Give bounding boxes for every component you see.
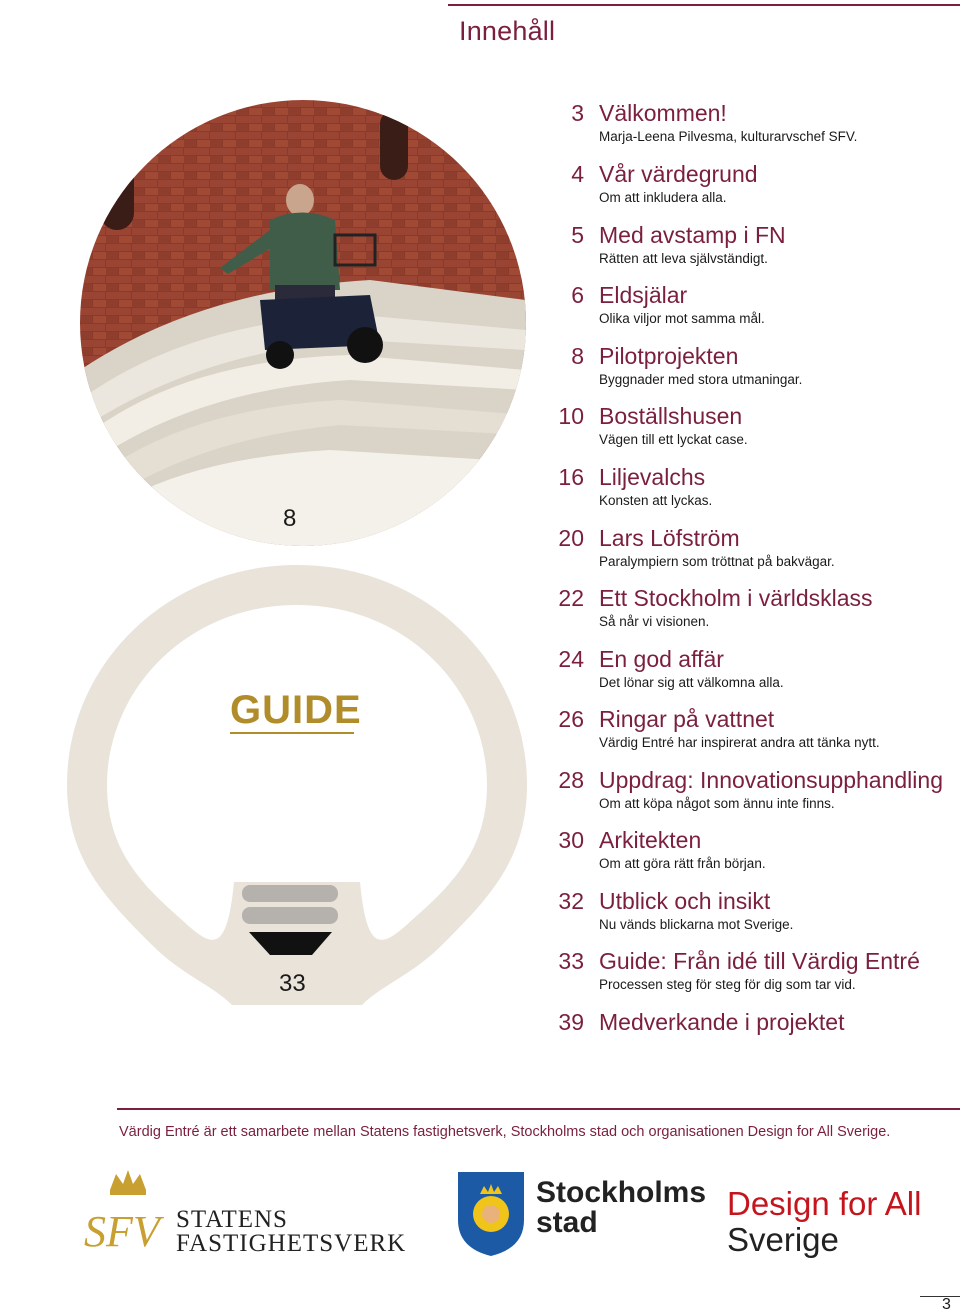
toc-subtitle: Paralympiern som tröttnat på bakvägar. [599,554,835,569]
toc-title: Välkommen! [599,100,727,126]
toc-subtitle: Rätten att leva självständigt. [599,251,768,266]
toc-title: Eldsjälar [599,282,688,308]
toc-subtitle: Om att inkludera alla. [599,190,727,205]
dfa-line2: Sverige [727,1221,839,1258]
toc-page-number: 32 [558,888,584,914]
toc-title: Guide: Från idé till Värdig Entré [599,948,920,974]
sfv-logo[interactable] [82,1168,422,1258]
toc-subtitle: Processen steg för steg för dig som tar vid. [599,977,856,992]
design-for-all-logo[interactable] [727,1186,957,1266]
toc-subtitle: Vägen till ett lyckat case. [599,432,748,447]
collaboration-statement: Värdig Entré är ett samarbete mellan Statens fastighetsverk, Stockholms stad och organisationen Design for All Sverige. [119,1124,891,1140]
sfv-name-line2: FASTIGHETSVERK [176,1230,407,1257]
toc-page-number: 28 [558,767,584,793]
toc-page-number: 39 [558,1009,584,1035]
toc-subtitle: Konsten att lyckas. [599,493,713,508]
toc-page-number: 10 [558,403,584,429]
toc-title: Ringar på vattnet [599,706,775,732]
toc-subtitle: Värdig Entré har inspirerat andra att tänka nytt. [599,735,880,750]
toc-title: Boställshusen [599,403,743,429]
crown-monogram-icon [82,1168,174,1258]
toc-subtitle: Om att göra rätt från början. [599,856,766,871]
toc-title: Arkitekten [599,827,702,853]
guide-label: GUIDE [230,688,362,732]
toc-page-number: 26 [558,706,584,732]
toc-page-number: 33 [558,948,584,974]
toc-subtitle: Byggnader med stora utmaningar. [599,372,803,387]
lightbulb-illustration [62,560,532,1040]
toc-page-number: 6 [571,282,584,308]
toc-page-number: 20 [558,525,584,551]
toc-title: Pilotprojekten [599,343,739,369]
toc-title: Vår värdegrund [599,161,758,187]
stockholms-stad-logo[interactable] [456,1170,716,1260]
toc-subtitle: Olika viljor mot samma mål. [599,311,765,326]
toc-title: Liljevalchs [599,464,706,490]
city-shield-icon [456,1170,526,1258]
toc-title: Uppdrag: Innovationsupphandling [599,767,943,793]
header-rule [448,4,960,6]
guide-page-number: 33 [279,970,306,997]
svg-text:SFV: SFV [84,1207,160,1256]
feature-photo [80,100,526,546]
photo-page-number: 8 [283,505,297,532]
dfa-line1: Design for All [727,1185,922,1222]
toc-subtitle: Om att köpa något som ännu inte finns. [599,796,835,811]
sfv-name-line1: STATENS [176,1206,288,1233]
toc-title: En god affär [599,646,724,672]
toc-page-number: 22 [558,585,584,611]
toc-page-number: 16 [558,464,584,490]
toc-title: Med avstamp i FN [599,222,786,248]
toc-page-number: 4 [571,161,584,187]
sthlm-line2: stad [536,1206,598,1239]
toc-title: Lars Löfström [599,525,740,551]
toc-page-number: 5 [571,222,584,248]
toc-subtitle: Det lönar sig att välkomna alla. [599,675,784,690]
toc-subtitle: Nu vänds blickarna mot Sverige. [599,917,794,932]
toc-page-number: 24 [558,646,584,672]
page-number: 3 [942,1296,951,1313]
page-title: Innehåll [459,16,556,46]
toc-title: Ett Stockholm i världsklass [599,585,873,611]
toc-page-number: 8 [571,343,584,369]
toc-title: Utblick och insikt [599,888,771,914]
toc-page-number: 3 [571,100,584,126]
toc-page-number: 30 [558,827,584,853]
page-number-rule [920,1296,960,1297]
footer-rule [117,1108,960,1110]
toc-subtitle: Så når vi visionen. [599,614,710,629]
toc-subtitle: Marja-Leena Pilvesma, kulturarvschef SFV. [599,129,858,144]
stockholms-stad-wordmark [536,1178,706,1238]
sthlm-line1: Stockholms [536,1176,707,1209]
toc-title: Medverkande i projektet [599,1009,845,1035]
